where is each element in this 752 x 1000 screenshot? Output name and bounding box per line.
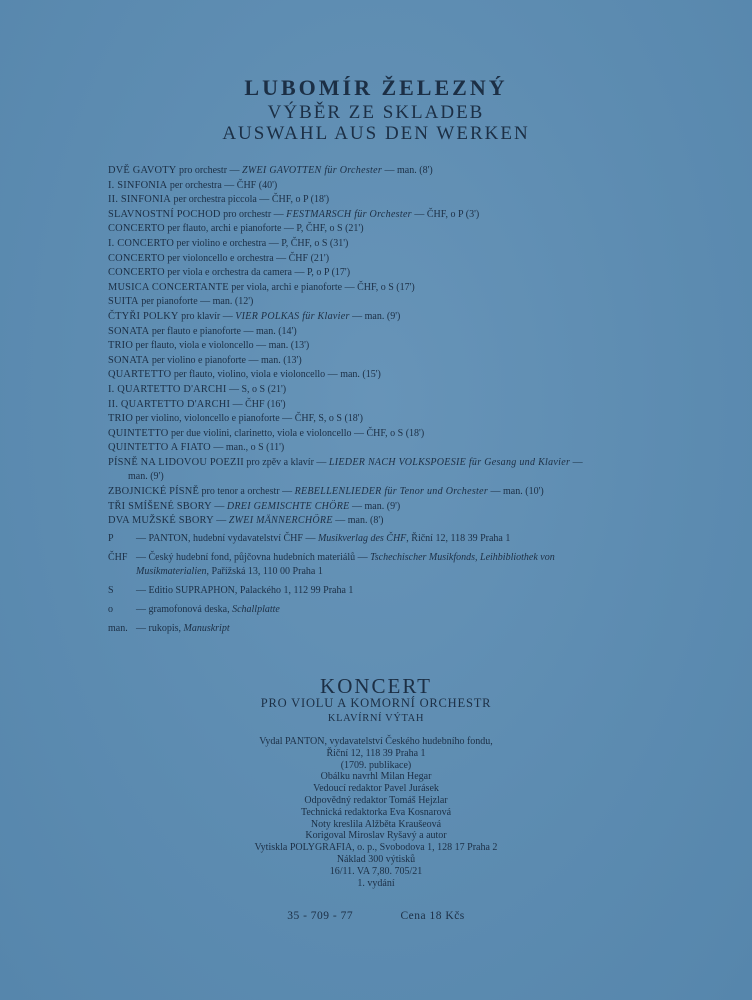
work-description: per flauto, archi e pianoforte —	[164, 223, 297, 235]
work-entry	[108, 222, 628, 237]
work-description: —	[213, 515, 229, 527]
work-title: SUITA	[108, 296, 139, 308]
work-entry	[108, 485, 628, 500]
price: Cena 18 Kčs	[400, 910, 465, 922]
work-publisher: ČHF, o S (17')	[357, 281, 415, 293]
work-description: —	[211, 500, 227, 512]
work-description: pro klavír —	[178, 310, 236, 322]
work-description: —	[226, 383, 242, 395]
work-publisher: — man. (9')	[349, 500, 401, 512]
legend-text: — Český hudební fond, půjčovna hudebních materiálů —	[136, 552, 371, 563]
imprint-line: (1709. publikace)	[340, 759, 412, 771]
work-german-title: REBELLENLIEDER für Tenor und Orchester	[294, 486, 489, 498]
works-list	[108, 164, 628, 529]
work-publisher: —	[570, 456, 583, 468]
work-entry	[108, 281, 628, 296]
work-publisher: man. (13')	[268, 340, 310, 352]
work-description: pro tenor a orchestr —	[199, 486, 295, 498]
work-title: DVĚ GAVOTY	[108, 165, 177, 176]
legend-description	[136, 603, 628, 617]
work-publisher: man., o S (11')	[225, 442, 285, 454]
work-german-title: DREI GEMISCHTE CHÖRE	[226, 500, 350, 512]
work-title: PÍSNĚ NA LIDOVOU POEZII	[108, 456, 244, 468]
work-german-title: ZWEI MÄNNERCHÖRE	[228, 515, 333, 527]
work-publisher: S, o S (21')	[241, 383, 287, 395]
subtitle-german: AUSWAHL AUS DEN WERKEN	[222, 123, 530, 144]
work-entry	[108, 164, 628, 179]
work-publisher: man. (13')	[261, 354, 302, 366]
work-publisher: ČHF (16')	[245, 398, 286, 410]
imprint-line: Vedoucí redaktor Pavel Jurásek	[313, 783, 439, 795]
work-description: per orchestra —	[167, 179, 237, 191]
work-title: QUINTETTO A FIATO	[108, 442, 211, 454]
work-entry	[108, 325, 628, 340]
legend-key: ČHF	[108, 552, 128, 563]
imprint-line: Noty kreslila Alžběta Kraušeová	[310, 818, 442, 830]
work-entry	[108, 398, 628, 413]
work-title: ZBOJNICKÉ PÍSNĚ	[108, 486, 200, 498]
work-description: per due violini, clarinetto, viola e violoncello —	[168, 427, 367, 439]
work-publisher: — ČHF, o P (3')	[411, 208, 480, 220]
legend-key: man.	[108, 623, 128, 634]
legend-entry	[108, 622, 628, 636]
work-publisher: ČHF (40')	[236, 179, 278, 191]
imprint-line: Náklad 300 výtisků	[336, 853, 416, 865]
work-entry	[108, 193, 628, 208]
work-publisher: — man. (9')	[349, 310, 401, 322]
legend-description	[136, 584, 628, 598]
work-description: —	[210, 442, 226, 454]
work-title: CONCERTO	[108, 267, 165, 279]
work-title: MUSICA CONCERTANTE	[108, 281, 229, 293]
work-entry	[108, 354, 628, 369]
imprint-line: 16/11. VA 7,80. 705/21	[329, 865, 423, 877]
work-entry	[108, 237, 628, 252]
legend-key: S	[108, 585, 114, 596]
imprint-line: Vydal PANTON, vydavatelství Českého hudebního fondu,	[259, 736, 493, 747]
work-publisher: — man. (8')	[332, 515, 384, 527]
work-publisher: P, ČHF, o S (21')	[296, 223, 364, 235]
legend-key: P	[108, 533, 114, 544]
subtitle-czech: VÝBĚR ZE SKLADEB	[267, 102, 485, 123]
legend-german: Manuskript	[183, 623, 230, 634]
work-description: per violino, violoncello e pianoforte —	[133, 413, 295, 425]
work-publisher: ČHF, o P (18')	[271, 194, 330, 206]
work-subtitle: PRO VIOLU A KOMORNÍ ORCHESTR	[260, 696, 492, 710]
work-title: DVA MUŽSKÉ SBORY	[108, 515, 214, 527]
imprint-line: Obálku navrhl Milan Hegar	[320, 771, 432, 783]
work-publisher: ČHF, S, o S (18')	[294, 413, 363, 425]
work-entry-continued	[108, 470, 628, 485]
work-title: TŘI SMÍŠENÉ SBORY	[108, 500, 212, 512]
legend-entry	[108, 532, 628, 546]
work-description: per pianoforte —	[138, 296, 213, 308]
work-publisher: man. (14')	[256, 325, 297, 337]
work-publisher: man. (9')	[128, 471, 164, 483]
legend-german: Schallplatte	[232, 604, 280, 615]
work-publisher: ČHF, o S (18')	[366, 427, 425, 439]
work-description: pro zpěv a klavír —	[243, 456, 329, 468]
legend-description	[136, 622, 628, 636]
imprint-line: Odpovědný redaktor Tomáš Hejzlar	[304, 794, 448, 806]
work-entry	[108, 310, 628, 325]
work-entry	[108, 252, 628, 267]
work-publisher: P, o P (17')	[306, 267, 351, 279]
work-title: CONCERTO	[108, 223, 165, 235]
imprint-line: Vytiskla POLYGRAFIA, o. p., Svobodova 1, 128 17 Praha 2	[254, 842, 498, 854]
work-german-title: ZWEI GAVOTTEN für Orchester	[242, 165, 383, 176]
work-entry	[108, 368, 628, 383]
work-entry	[108, 339, 628, 354]
work-title: CONCERTO	[108, 252, 165, 264]
work-publisher: man. (15')	[340, 369, 381, 381]
work-entry	[108, 383, 628, 398]
work-title: QUARTETTO	[108, 369, 172, 381]
work-entry	[108, 514, 628, 529]
work-description: per flauto, viola e violoncello —	[133, 340, 269, 352]
legend-description	[136, 551, 628, 579]
work-german-title: FESTMARSCH für Orchester	[286, 208, 412, 220]
work-entry	[108, 295, 628, 310]
work-description: pro orchestr —	[220, 208, 287, 220]
work-publisher: — man. (10')	[488, 486, 544, 498]
work-title: QUINTETTO	[108, 427, 169, 439]
legend-entry	[108, 584, 628, 598]
work-entry	[108, 441, 628, 456]
edition-note: KLAVÍRNÍ VÝTAH	[327, 713, 425, 724]
work-publisher: — man. (8')	[382, 165, 433, 176]
legend-text: — Editio SUPRAPHON, Palackého 1, 112 99 Praha 1	[136, 585, 354, 596]
work-title: KONCERT	[320, 674, 432, 698]
work-description: —	[230, 398, 246, 410]
abbreviation-legend	[108, 532, 628, 641]
work-description: per violino e pianoforte —	[149, 354, 261, 366]
imprint-line: 1. vydání	[357, 877, 395, 889]
legend-address: , Řiční 12, 118 39 Praha 1	[406, 533, 511, 544]
composer-name: LUBOMÍR ŽELEZNÝ	[244, 75, 508, 100]
legend-german: Tschechischer Musikfonds, Leihbibliothek von Musikmaterialien	[136, 552, 555, 577]
work-title: TRIO	[108, 340, 134, 352]
work-entry	[108, 456, 628, 471]
legend-address: , Pařížská 13, 110 00 Praha 1	[206, 566, 323, 577]
legend-text: — gramofonová deska,	[136, 604, 233, 615]
catalog-number: 35 - 709 - 77	[287, 910, 354, 922]
imprint-line: Řiční 12, 118 39 Praha 1	[326, 747, 426, 759]
legend-text: — rukopis,	[136, 623, 184, 634]
work-title: II. SINFONIA	[108, 194, 172, 206]
legend-key: o	[108, 604, 113, 615]
work-title: I. SINFONIA	[108, 179, 168, 191]
work-title: TRIO	[108, 413, 134, 425]
work-description: per violino e orchestra —	[174, 237, 282, 249]
legend-description	[136, 532, 628, 546]
imprint-line: Korigoval Miroslav Ryšavý a autor	[305, 830, 447, 842]
work-description: per violoncello e orchestra —	[164, 252, 289, 264]
work-description: per flauto e pianoforte —	[149, 325, 256, 337]
work-entry	[108, 427, 628, 442]
work-title: II. QUARTETTO D'ARCHI	[108, 398, 231, 410]
work-entry	[108, 412, 628, 427]
imprint	[0, 736, 752, 889]
work-description: pro orchestr —	[176, 165, 243, 176]
legend-german: Musikverlag des ČHF	[317, 533, 407, 544]
work-entry	[108, 500, 628, 515]
work-title: ČTYŘI POLKY	[108, 310, 179, 322]
work-title: I. QUARTETTO D'ARCHI	[108, 383, 227, 395]
legend-entry	[108, 603, 628, 617]
work-title: SONATA	[108, 354, 150, 366]
work-entry	[108, 179, 628, 194]
work-publisher: P, ČHF, o S (31')	[281, 237, 349, 249]
work-german-title: VIER POLKAS für Klavier	[235, 310, 350, 322]
imprint-line: Technická redaktorka Eva Kosnarová	[300, 806, 452, 818]
work-title: SLAVNOSTNÍ POCHOD	[108, 208, 221, 220]
work-german-title: LIEDER NACH VOLKSPOESIE für Gesang und Klavier	[328, 456, 571, 468]
work-publisher: ČHF (21')	[288, 252, 330, 264]
work-entry	[108, 266, 628, 281]
work-description: per viola e orchestra da camera —	[164, 267, 307, 279]
work-description: per orchestra piccola —	[171, 194, 272, 206]
work-description: per flauto, violino, viola e violoncello —	[171, 369, 341, 381]
work-entry	[108, 208, 628, 223]
legend-entry	[108, 551, 628, 579]
work-title: I. CONCERTO	[108, 237, 175, 249]
work-title: SONATA	[108, 325, 150, 337]
work-description: per viola, archi e pianoforte —	[228, 281, 358, 293]
legend-text: — PANTON, hudební vydavatelství ČHF —	[136, 533, 318, 544]
footer	[0, 910, 752, 922]
work-publisher: man. (12')	[212, 296, 254, 308]
